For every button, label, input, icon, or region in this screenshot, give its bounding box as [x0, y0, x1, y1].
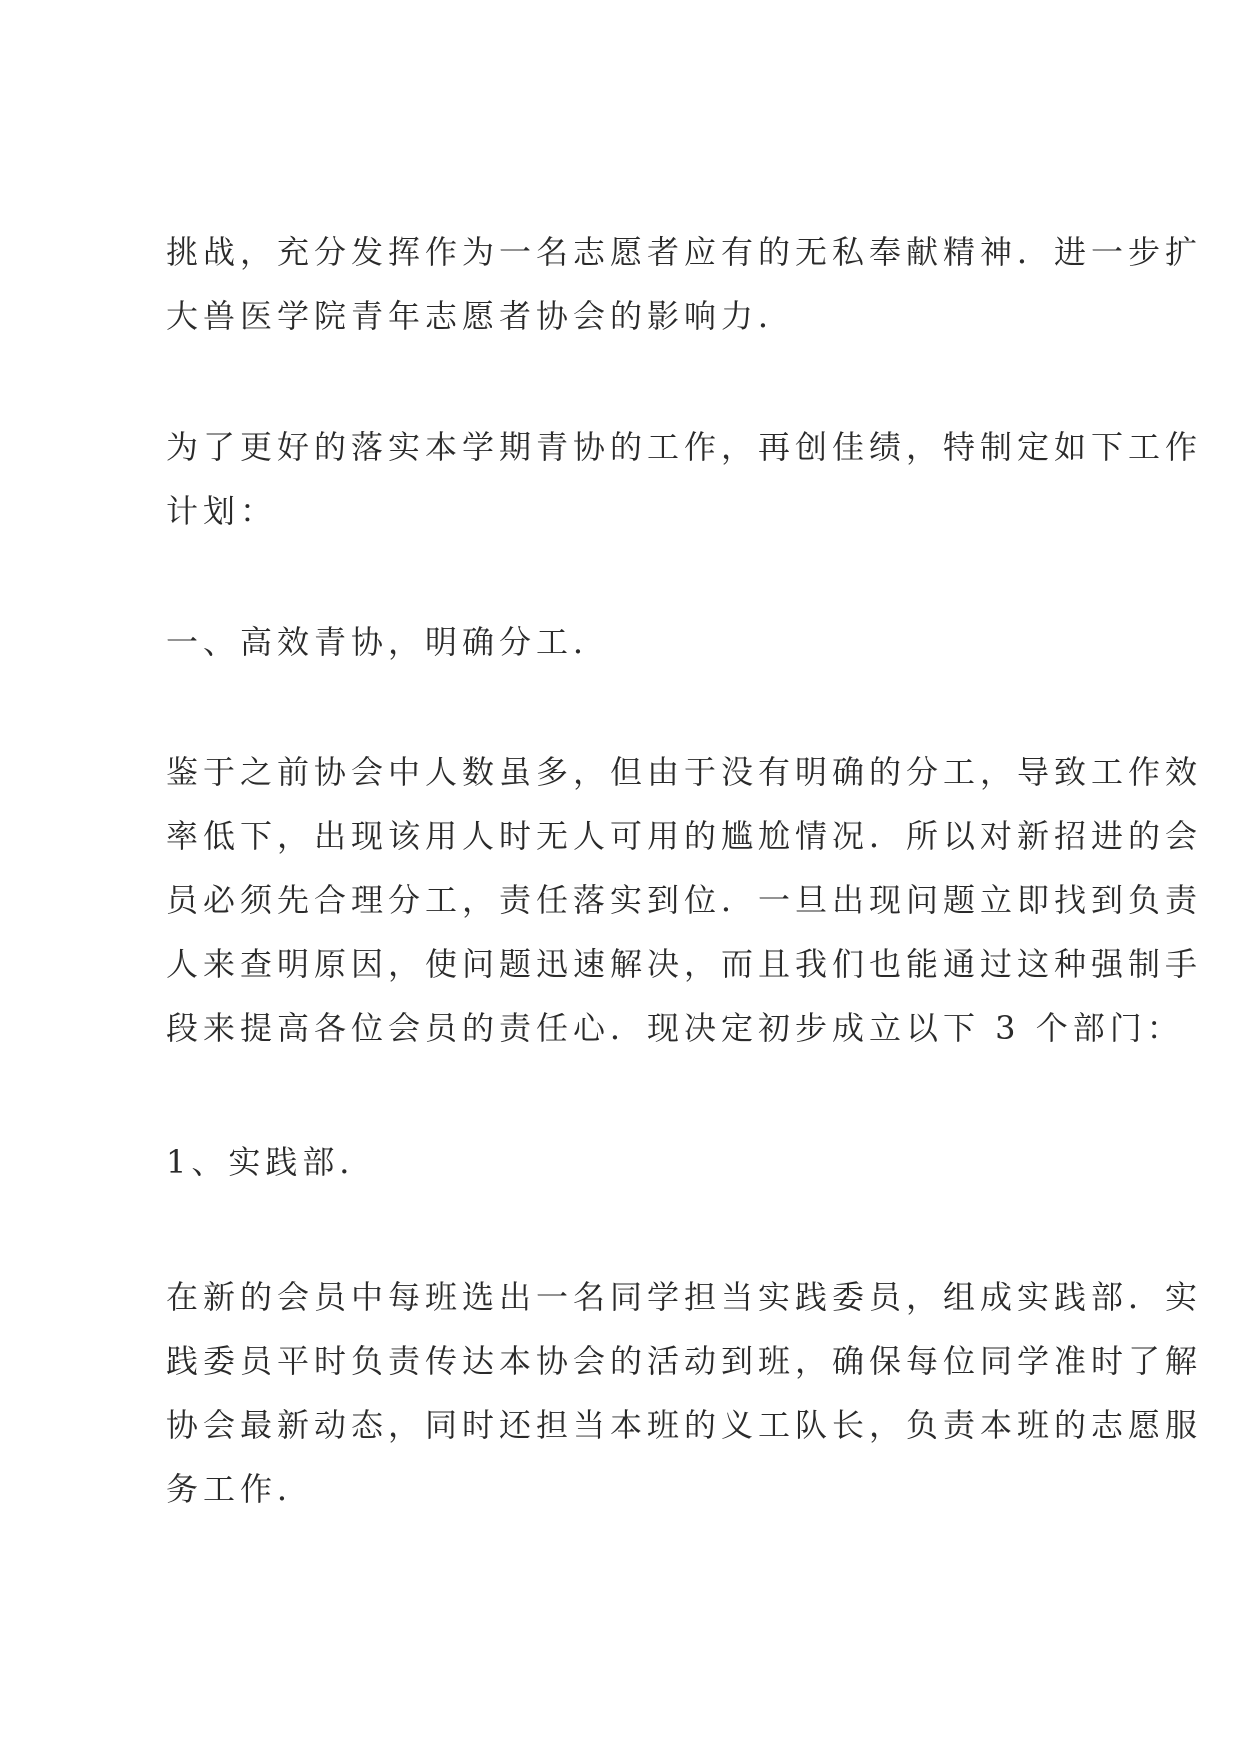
text-line: 人来查明原因，使问题迅速解决，而且我们也能通过这种强制手: [166, 945, 1203, 983]
text-line: 践委员平时负责传达本协会的活动到班，确保每位同学准时了解: [166, 1342, 1203, 1380]
paragraph-intro-continuation: [166, 220, 1203, 348]
paragraph-division-of-labor: [166, 740, 1203, 1060]
text-line: 计划：: [166, 492, 278, 530]
text-line: 协会最新动态，同时还担当本班的义工队长，负责本班的志愿服: [166, 1406, 1203, 1444]
text-line: 在新的会员中每班选出一名同学担当实践委员，组成实践部．实: [166, 1278, 1203, 1316]
text-line: 大兽医学院青年志愿者协会的影响力．: [166, 297, 796, 335]
section-heading-1: [166, 610, 1096, 674]
text-line: 务工作．: [166, 1470, 315, 1508]
text-line: 挑战，充分发挥作为一名志愿者应有的无私奉献精神．进一步扩: [166, 233, 1203, 271]
text-line: 率低下，出现该用人时无人可用的尴尬情况．所以对新招进的会: [166, 817, 1203, 855]
text-line: 一、高效青协，明确分工．: [166, 623, 611, 661]
paragraph-practice-dept: [166, 1265, 1203, 1521]
text-line: 段来提高各位会员的责任心．现决定初步成立以下 3 个部门：: [166, 1009, 1184, 1047]
text-line: 1、实践部．: [166, 1143, 377, 1181]
paragraph-plan-intro: [166, 415, 1203, 543]
text-line: 鉴于之前协会中人数虽多，但由于没有明确的分工，导致工作效: [166, 753, 1203, 791]
subsection-heading-practice-dept: [166, 1130, 1096, 1194]
text-line: 员必须先合理分工，责任落实到位．一旦出现问题立即找到负责: [166, 881, 1203, 919]
text-line: 为了更好的落实本学期青协的工作，再创佳绩，特制定如下工作: [166, 428, 1203, 466]
